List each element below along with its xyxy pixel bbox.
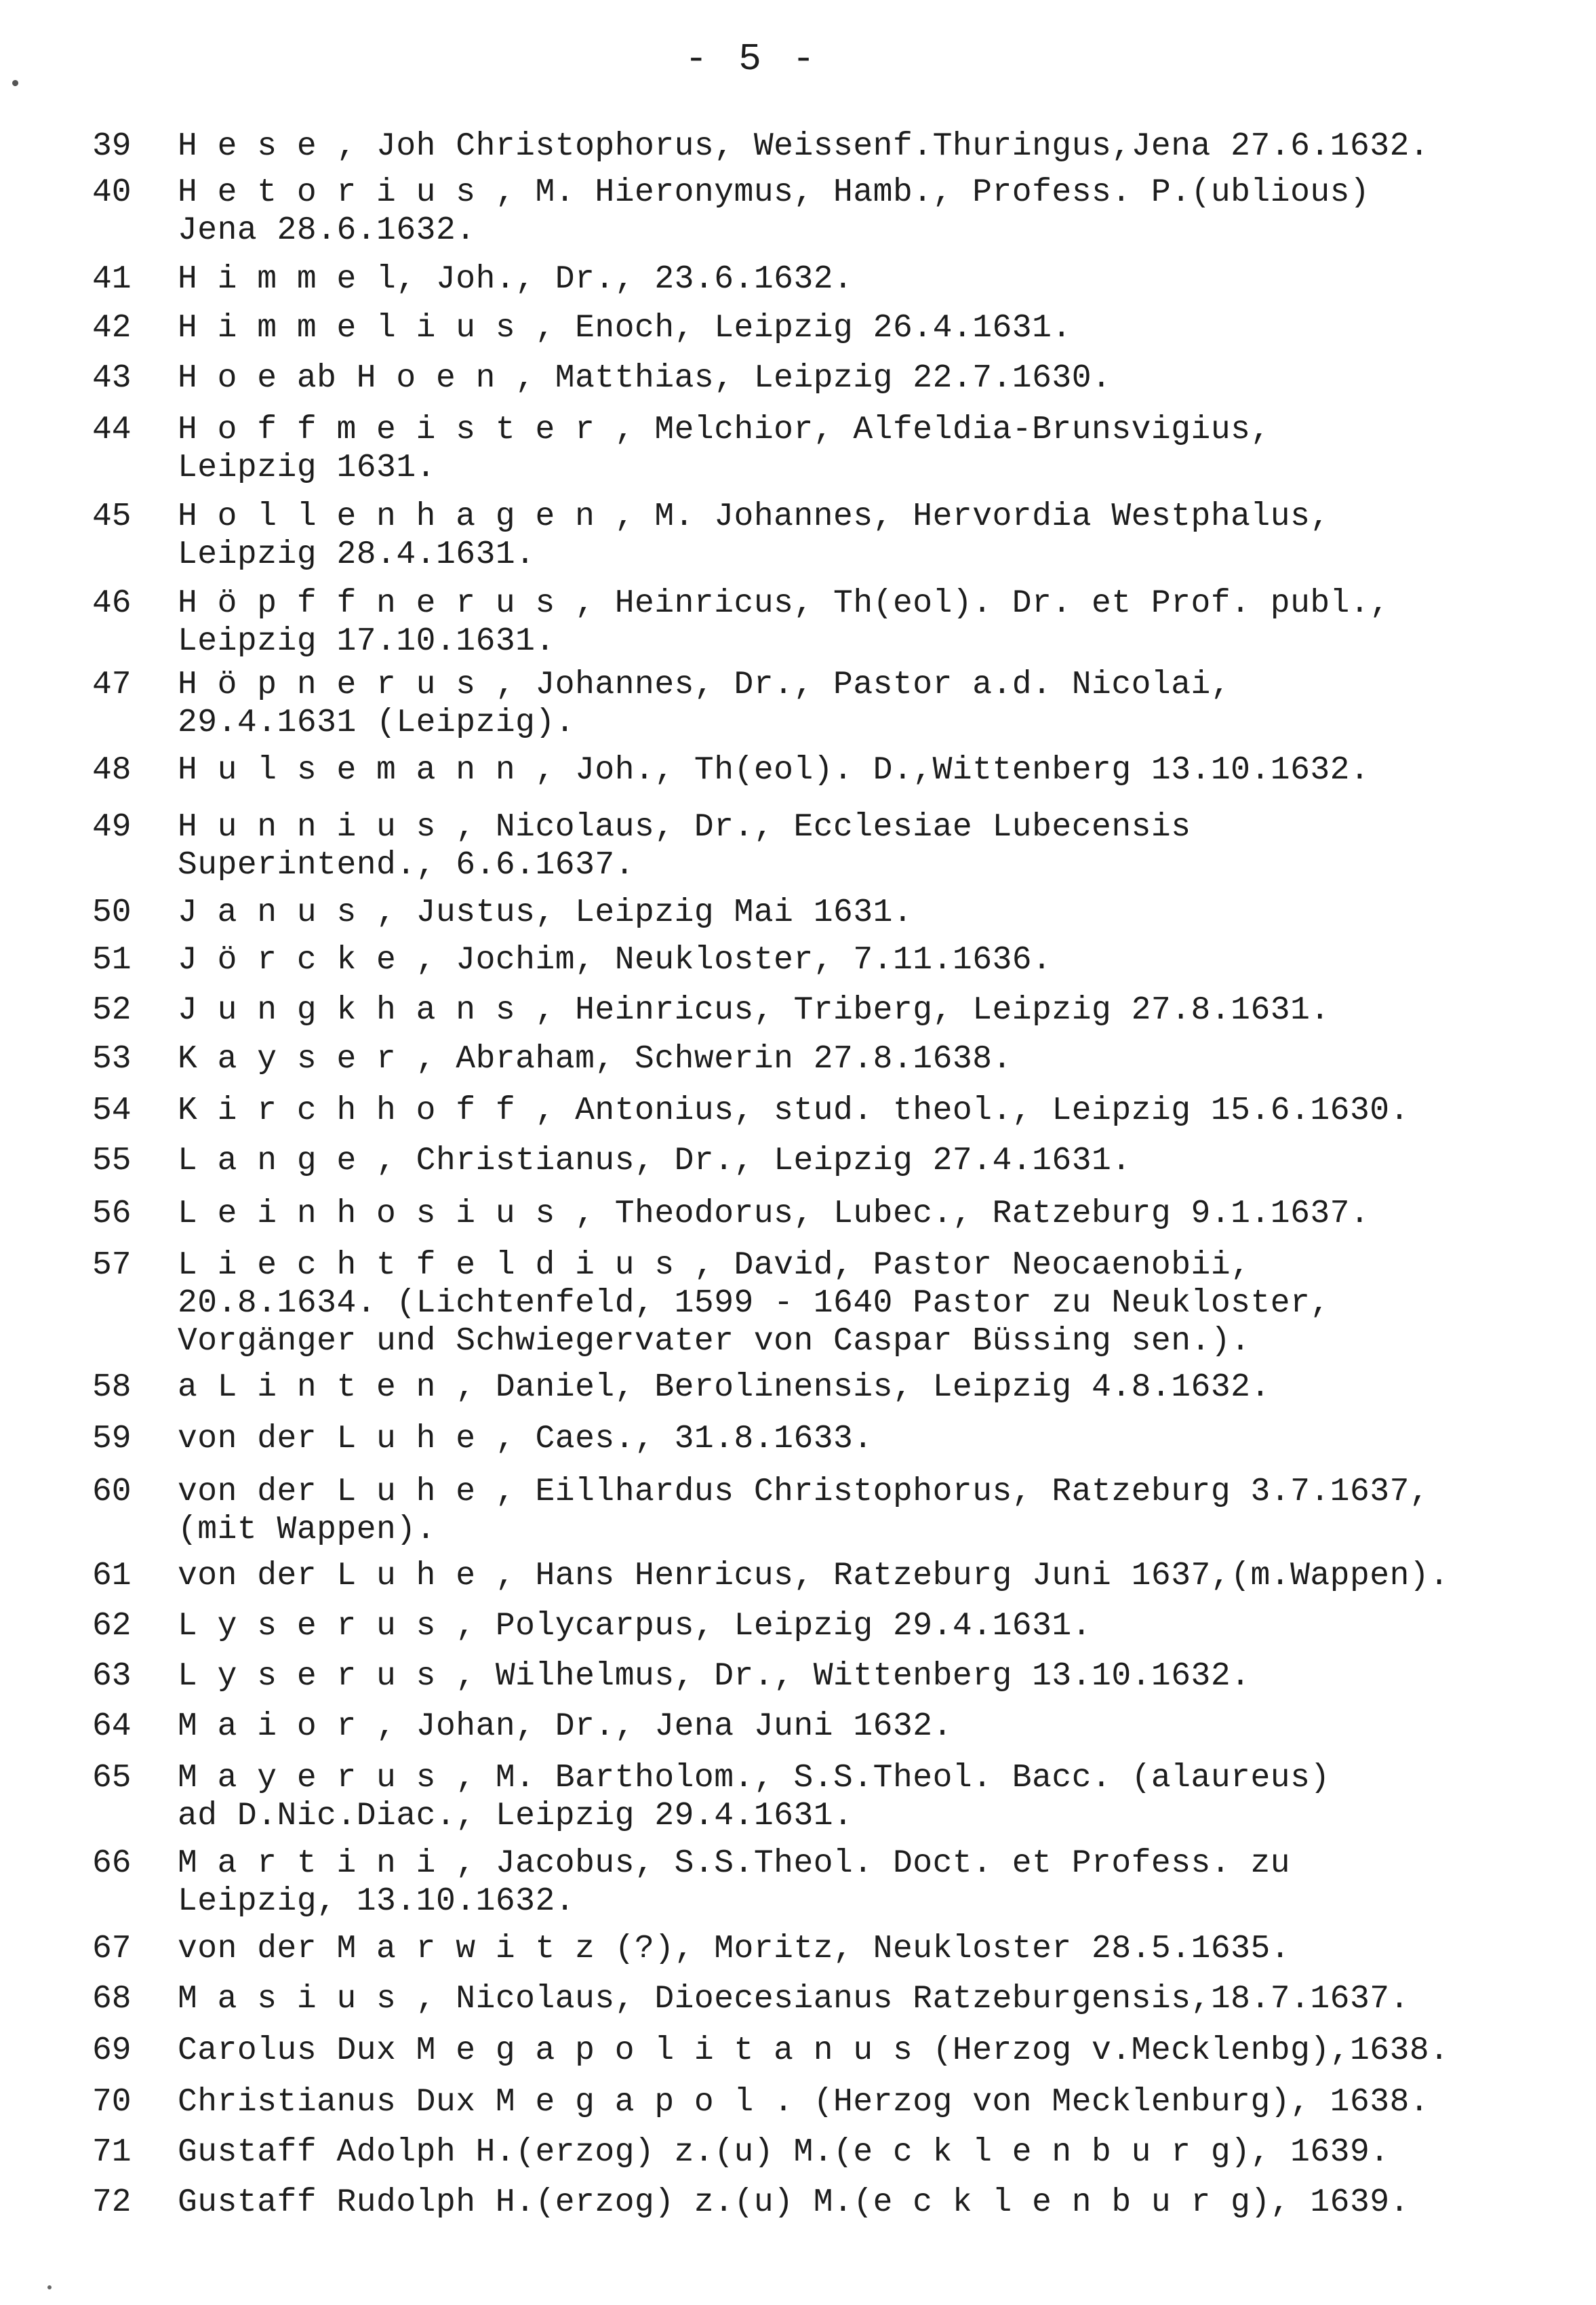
entry-number: 45 <box>92 498 132 535</box>
entry-line: K a y s e r , Abraham, Schwerin 27.8.1638. <box>178 1041 1012 1078</box>
entry-number: 69 <box>92 2032 132 2069</box>
entry-line: L i e c h t f e l d i u s , David, Pastor Neocaenobii, <box>178 1247 1251 1284</box>
entry-line: H ö p f f n e r u s , Heinricus, Th(eol). Dr. et Prof. publ., <box>178 585 1390 622</box>
entry-line: von der M a r w i t z (?), Moritz, Neukloster 28.5.1635. <box>178 1931 1291 1967</box>
entry-text <box>178 1845 1534 1920</box>
entry-number: 42 <box>92 310 132 347</box>
entry-line: Leipzig, 13.10.1632. <box>178 1883 576 1920</box>
entry-text <box>178 2083 1534 2121</box>
entry-line: von der L u h e , Hans Henricus, Ratzeburg Juni 1637,(m.Wappen). <box>178 1558 1450 1594</box>
entry-text <box>178 1246 1534 1360</box>
entry-text <box>178 1473 1534 1549</box>
entry-line: H ö p n e r u s , Johannes, Dr., Pastor a.d. Nicolai, <box>178 667 1231 703</box>
entry-number: 51 <box>92 942 132 979</box>
entry-number: 43 <box>92 360 132 397</box>
entry-line: ad D.Nic.Diac., Leipzig 29.4.1631. <box>178 1798 854 1834</box>
entry-number: 65 <box>92 1760 132 1796</box>
entry-text <box>178 2184 1534 2222</box>
entry-number: 62 <box>92 1608 132 1644</box>
entry-number: 39 <box>92 128 132 165</box>
entry-line: H o l l e n h a g e n , M. Johannes, Hervordia Westphalus, <box>178 498 1330 535</box>
entry-text <box>178 1368 1534 1406</box>
entry-line: (mit Wappen). <box>178 1512 436 1548</box>
entry-text <box>178 174 1534 250</box>
entry-line: Leipzig 28.4.1631. <box>178 536 536 573</box>
entry-text <box>178 309 1534 347</box>
entry-line: H e s e , Joh Christophorus, Weissenf.Thuringus,Jena 27.6.1632. <box>178 128 1430 165</box>
entry-text <box>178 2032 1534 2070</box>
entry-number: 44 <box>92 412 132 448</box>
entry-text <box>178 894 1534 932</box>
entry-number: 61 <box>92 1558 132 1594</box>
entry-number: 66 <box>92 1845 132 1882</box>
entry-line: Gustaff Rudolph H.(erzog) z.(u) M.(e c k l e n b u r g), 1639. <box>178 2184 1410 2221</box>
entry-line: Gustaff Adolph H.(erzog) z.(u) M.(e c k l e n b u r g), 1639. <box>178 2134 1390 2171</box>
entry-text <box>178 1195 1534 1233</box>
entry-line: H u n n i u s , Nicolaus, Dr., Ecclesiae Lubecensis <box>178 809 1191 846</box>
entry-line: H u l s e m a n n , Joh., Th(eol). D.,Wittenberg 13.10.1632. <box>178 752 1370 789</box>
entry-number: 57 <box>92 1247 132 1284</box>
entry-number: 54 <box>92 1092 132 1129</box>
entry-line: L y s e r u s , Wilhelmus, Dr., Wittenberg 13.10.1632. <box>178 1658 1251 1695</box>
entry-text <box>178 1092 1534 1130</box>
page-number: - 5 - <box>685 37 820 81</box>
entry-line: H e t o r i u s , M. Hieronymus, Hamb., Profess. P.(ublious) <box>178 174 1370 211</box>
entry-text <box>178 1657 1534 1695</box>
entry-text <box>178 585 1534 661</box>
entry-text <box>178 808 1534 884</box>
entry-number: 63 <box>92 1658 132 1695</box>
entry-text <box>178 1980 1534 2018</box>
entry-line: H i m m e l i u s , Enoch, Leipzig 26.4.1631. <box>178 310 1072 347</box>
entry-line: M a s i u s , Nicolaus, Dioecesianus Ratzeburgensis,18.7.1637. <box>178 1981 1410 2017</box>
entry-text <box>178 127 1534 165</box>
entry-line: J a n u s , Justus, Leipzig Mai 1631. <box>178 894 913 931</box>
entry-number: 72 <box>92 2184 132 2221</box>
entry-number: 40 <box>92 174 132 211</box>
entry-number: 58 <box>92 1369 132 1406</box>
entry-line: M a y e r u s , M. Bartholom., S.S.Theol. Bacc. (alaureus) <box>178 1760 1330 1796</box>
entry-line: L e i n h o s i u s , Theodorus, Lubec., Ratzeburg 9.1.1637. <box>178 1196 1370 1232</box>
entry-line: 29.4.1631 (Leipzig). <box>178 705 576 741</box>
entry-number: 59 <box>92 1421 132 1457</box>
entry-line: L y s e r u s , Polycarpus, Leipzig 29.4.1631. <box>178 1608 1092 1644</box>
entry-text <box>178 359 1534 397</box>
entry-text <box>178 411 1534 487</box>
entry-number: 52 <box>92 992 132 1029</box>
entry-number: 46 <box>92 585 132 622</box>
entry-line: Jena 28.6.1632. <box>178 212 476 249</box>
entry-line: M a i o r , Johan, Dr., Jena Juni 1632. <box>178 1708 953 1745</box>
entry-text <box>178 1420 1534 1458</box>
entry-text <box>178 666 1534 742</box>
entry-number: 55 <box>92 1143 132 1179</box>
entry-text <box>178 1759 1534 1835</box>
entry-text <box>178 1930 1534 1968</box>
entry-text <box>178 2133 1534 2171</box>
entry-number: 50 <box>92 894 132 931</box>
entry-line: J u n g k h a n s , Heinricus, Triberg, Leipzig 27.8.1631. <box>178 992 1330 1029</box>
entry-number: 49 <box>92 809 132 846</box>
entry-line: H i m m e l, Joh., Dr., 23.6.1632. <box>178 261 854 298</box>
entry-number: 60 <box>92 1474 132 1510</box>
entry-number: 56 <box>92 1196 132 1232</box>
entry-text <box>178 751 1534 789</box>
entry-text <box>178 1557 1534 1595</box>
entry-text <box>178 991 1534 1029</box>
entry-line: H o e ab H o e n , Matthias, Leipzig 22.7.1630. <box>178 360 1112 397</box>
entry-text <box>178 1607 1534 1645</box>
entry-number: 71 <box>92 2134 132 2171</box>
entry-line: a L i n t e n , Daniel, Berolinensis, Leipzig 4.8.1632. <box>178 1369 1271 1406</box>
entry-line: 20.8.1634. (Lichtenfeld, 1599 - 1640 Pastor zu Neukloster, <box>178 1285 1330 1322</box>
entry-line: J ö r c k e , Jochim, Neukloster, 7.11.1636. <box>178 942 1052 979</box>
entry-line: Leipzig 1631. <box>178 450 436 486</box>
entry-line: von der L u h e , Caes., 31.8.1633. <box>178 1421 873 1457</box>
entry-line: M a r t i n i , Jacobus, S.S.Theol. Doct. et Profess. zu <box>178 1845 1291 1882</box>
entry-text <box>178 941 1534 979</box>
entry-number: 48 <box>92 752 132 789</box>
entry-line: von der L u h e , Eillhardus Christophorus, Ratzeburg 3.7.1637, <box>178 1474 1430 1510</box>
entry-number: 70 <box>92 2084 132 2121</box>
entry-line: Leipzig 17.10.1631. <box>178 623 555 660</box>
entry-text <box>178 1708 1534 1746</box>
entry-line: H o f f m e i s t e r , Melchior, Alfeldia-Brunsvigius, <box>178 412 1271 448</box>
entry-line: K i r c h h o f f , Antonius, stud. theol., Leipzig 15.6.1630. <box>178 1092 1410 1129</box>
entry-number: 41 <box>92 261 132 298</box>
entry-text <box>178 260 1534 298</box>
entry-text <box>178 1040 1534 1078</box>
entry-number: 47 <box>92 667 132 703</box>
entry-number: 67 <box>92 1931 132 1967</box>
entry-number: 68 <box>92 1981 132 2017</box>
entry-line: L a n g e , Christianus, Dr., Leipzig 27.4.1631. <box>178 1143 1132 1179</box>
entry-line: Carolus Dux M e g a p o l i t a n u s (Herzog v.Mecklenbg),1638. <box>178 2032 1450 2069</box>
entry-line: Vorgänger und Schwiegervater von Caspar Büssing sen.). <box>178 1323 1251 1360</box>
entry-number: 53 <box>92 1041 132 1078</box>
entry-text <box>178 498 1534 574</box>
entry-line: Christianus Dux M e g a p o l . (Herzog von Mecklenburg), 1638. <box>178 2084 1430 2121</box>
entry-line: Superintend., 6.6.1637. <box>178 847 635 884</box>
entry-number: 64 <box>92 1708 132 1745</box>
entry-text <box>178 1142 1534 1180</box>
